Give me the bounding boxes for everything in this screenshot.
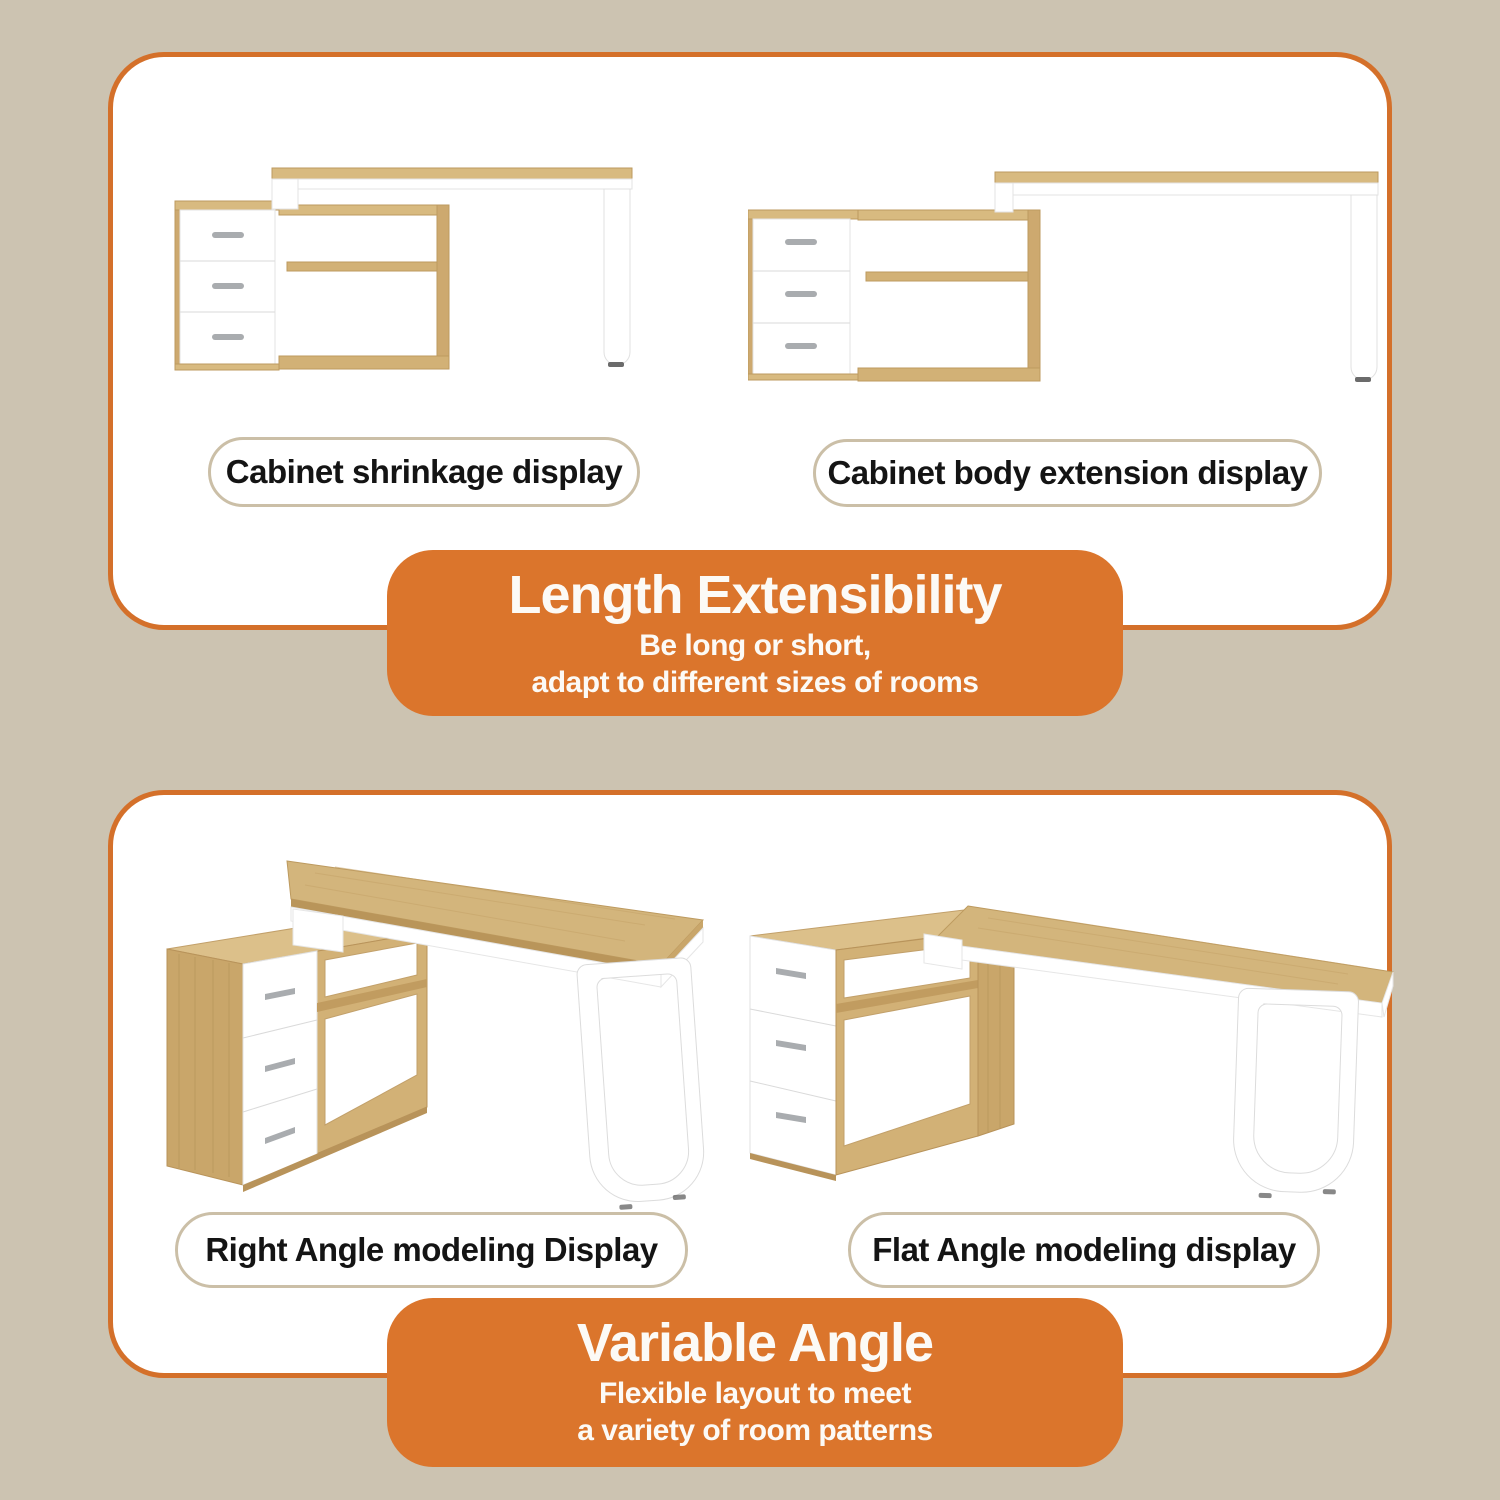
- label-pill-cabinet-extension: [813, 439, 1322, 507]
- desk-cabinet-shrinkage-image: [170, 156, 640, 378]
- desk-cabinet-extension-image: [748, 158, 1398, 398]
- length-extensibility-banner: [387, 550, 1123, 716]
- label-pill-right-angle: [175, 1212, 688, 1288]
- desk-right-angle-image: [165, 853, 735, 1215]
- banner-title: Variable Angle: [576, 1313, 934, 1373]
- banner-subtitle-line-2: adapt to different sizes of rooms: [531, 666, 979, 699]
- banner-subtitle-line-1: Flexible layout to meet: [599, 1377, 911, 1410]
- label-pill-cabinet-shrinkage: [208, 437, 640, 507]
- banner-title: Length Extensibility: [508, 565, 1002, 625]
- banner-subtitle-line-1: Be long or short,: [639, 629, 871, 662]
- banner-subtitle-line-2: a variety of room patterns: [577, 1414, 933, 1447]
- pill-label: Right Angle modeling Display: [205, 1231, 658, 1268]
- pill-label: Flat Angle modeling display: [872, 1231, 1296, 1268]
- variable-angle-banner: [387, 1298, 1123, 1467]
- desk-flat-angle-image: [748, 872, 1428, 1232]
- pill-label: Cabinet body extension display: [827, 454, 1308, 491]
- pill-label: Cabinet shrinkage display: [225, 453, 623, 490]
- label-pill-flat-angle: [848, 1212, 1320, 1288]
